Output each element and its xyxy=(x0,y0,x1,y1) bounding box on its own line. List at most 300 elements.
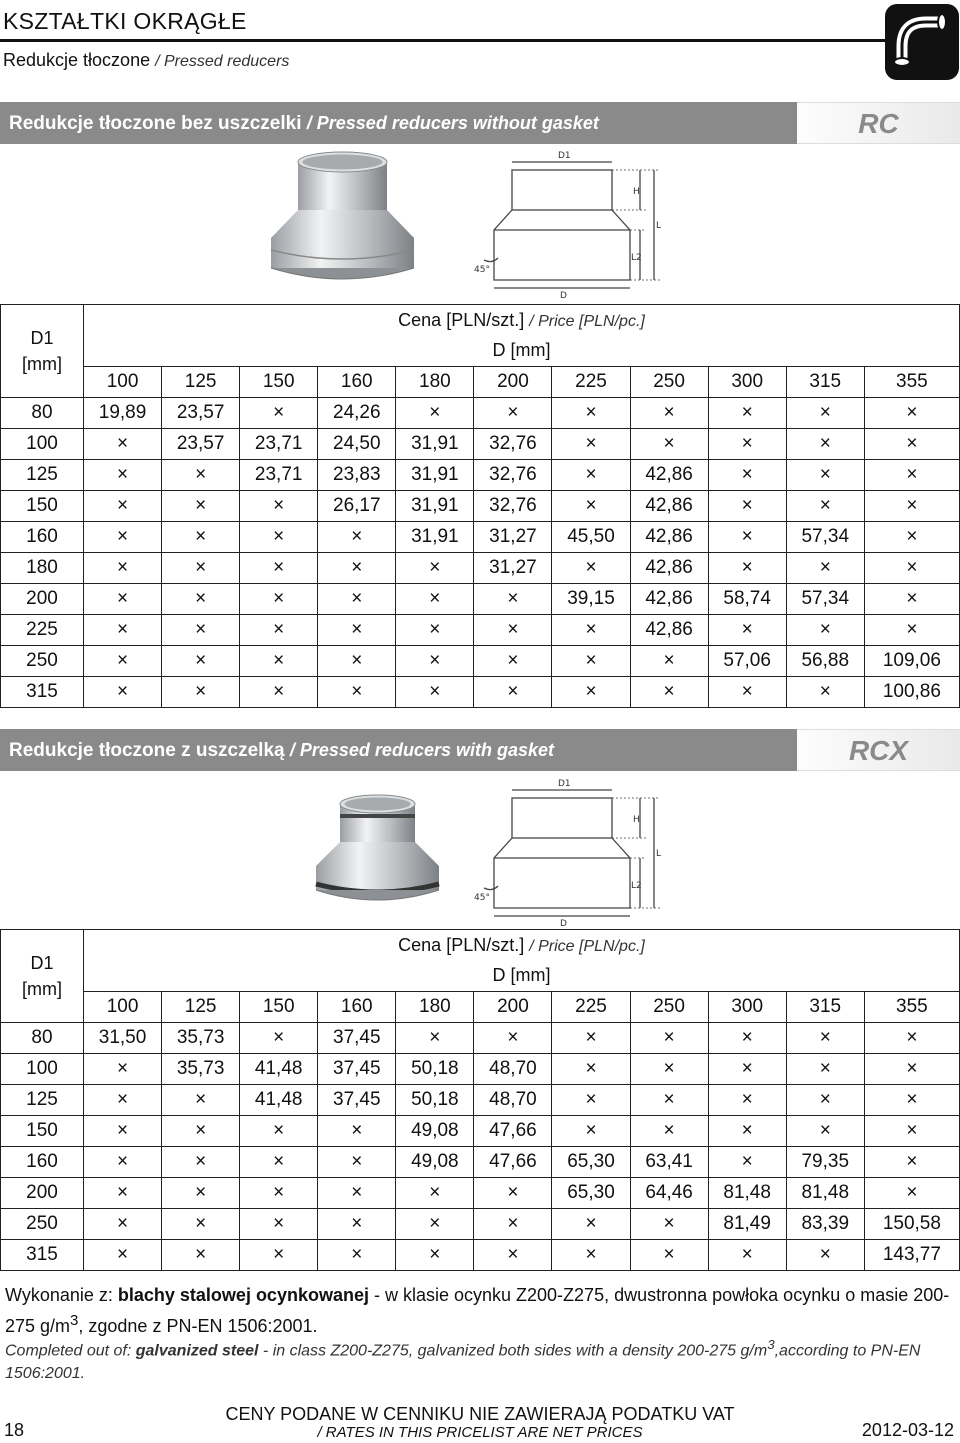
price-cell: × xyxy=(552,398,630,429)
price-cell: 49,08 xyxy=(396,1116,474,1147)
price-cell: × xyxy=(396,398,474,429)
price-cell: × xyxy=(864,398,959,429)
price-cell: × xyxy=(786,615,864,646)
price-cell: × xyxy=(864,1085,959,1116)
price-cell: 50,18 xyxy=(396,1085,474,1116)
material-note-pl: Wykonanie z: blachy stalowej ocynkowanej - w klasie ocynku Z200-Z275, dwustronna powłoka ocynku o masie 200-275 $g/m^3$, zgodne z PN-EN 1506:2001. xyxy=(5,1285,950,1336)
section-header-rc xyxy=(0,102,960,144)
price-cell: × xyxy=(396,553,474,584)
price-cell: × xyxy=(240,584,318,615)
price-cell: 32,76 xyxy=(474,429,552,460)
price-cell: × xyxy=(318,1240,396,1271)
price-cell: × xyxy=(708,491,786,522)
price-cell: 57,34 xyxy=(786,584,864,615)
price-cell: 47,66 xyxy=(474,1116,552,1147)
column-header: 250 xyxy=(630,992,708,1023)
price-cell: × xyxy=(318,615,396,646)
dim-l-label: L xyxy=(656,221,662,231)
price-cell: 31,27 xyxy=(474,553,552,584)
column-header: 355 xyxy=(864,367,959,398)
price-cell: × xyxy=(630,1054,708,1085)
price-cell: × xyxy=(240,1209,318,1240)
price-cell: × xyxy=(864,1178,959,1209)
price-cell: 42,86 xyxy=(630,460,708,491)
price-cell: 64,46 xyxy=(630,1178,708,1209)
price-cell: 57,06 xyxy=(708,646,786,677)
price-cell: × xyxy=(162,615,240,646)
price-cell: 41,48 xyxy=(240,1054,318,1085)
angle-label: 45° xyxy=(474,893,490,903)
table-row xyxy=(1,460,960,491)
price-cell: × xyxy=(552,1116,630,1147)
price-cell: 23,57 xyxy=(162,429,240,460)
price-cell: × xyxy=(552,677,630,708)
d-column-group-header: D [mm] xyxy=(84,961,960,992)
page-number: 18 xyxy=(4,1420,25,1440)
column-header: 125 xyxy=(162,367,240,398)
price-cell: × xyxy=(708,1054,786,1085)
price-cell: × xyxy=(552,491,630,522)
price-cell: × xyxy=(474,615,552,646)
price-cell: × xyxy=(318,1209,396,1240)
price-cell: × xyxy=(552,1209,630,1240)
price-cell: × xyxy=(786,491,864,522)
price-cell: × xyxy=(318,1116,396,1147)
angle-label: 45° xyxy=(474,265,490,275)
price-cell: × xyxy=(318,646,396,677)
price-cell: × xyxy=(708,1085,786,1116)
column-header: 300 xyxy=(708,367,786,398)
price-cell: 65,30 xyxy=(552,1147,630,1178)
price-cell: × xyxy=(318,522,396,553)
price-cell: × xyxy=(552,1085,630,1116)
price-cell: 81,48 xyxy=(708,1178,786,1209)
price-cell: 37,45 xyxy=(318,1054,396,1085)
dim-h-label: H xyxy=(633,815,640,825)
section-header-rcx xyxy=(0,729,960,771)
price-cell: 42,86 xyxy=(630,584,708,615)
price-cell: × xyxy=(630,1023,708,1054)
price-cell: × xyxy=(396,1023,474,1054)
price-cell: × xyxy=(552,553,630,584)
price-cell: × xyxy=(786,1023,864,1054)
row-header-d1: 200 xyxy=(1,1178,84,1209)
price-cell: 83,39 xyxy=(786,1209,864,1240)
column-header: 150 xyxy=(240,992,318,1023)
price-cell: × xyxy=(84,491,162,522)
price-cell: × xyxy=(786,1085,864,1116)
price-cell: 19,89 xyxy=(84,398,162,429)
price-cell: 63,41 xyxy=(630,1147,708,1178)
price-cell: 56,88 xyxy=(786,646,864,677)
price-cell: 35,73 xyxy=(162,1023,240,1054)
price-cell: × xyxy=(864,460,959,491)
column-header: 160 xyxy=(318,992,396,1023)
price-cell: 45,50 xyxy=(552,522,630,553)
price-cell: 50,18 xyxy=(396,1054,474,1085)
price-cell: 48,70 xyxy=(474,1085,552,1116)
price-cell: × xyxy=(630,1240,708,1271)
table-row xyxy=(1,1023,960,1054)
price-cell: 23,83 xyxy=(318,460,396,491)
row-header-d1: 180 xyxy=(1,553,84,584)
price-cell: 32,76 xyxy=(474,460,552,491)
table-row xyxy=(1,429,960,460)
price-cell: × xyxy=(396,677,474,708)
product-code: RCX xyxy=(848,735,909,766)
dim-d-label: D xyxy=(560,291,567,300)
price-cell: × xyxy=(162,1085,240,1116)
price-cell: × xyxy=(474,584,552,615)
price-cell: × xyxy=(864,491,959,522)
row-header-d1: 100 xyxy=(1,429,84,460)
column-header: 225 xyxy=(552,992,630,1023)
price-cell: 48,70 xyxy=(474,1054,552,1085)
price-cell: × xyxy=(864,522,959,553)
price-cell: 65,30 xyxy=(552,1178,630,1209)
footer-vat-note: CENY PODANE W CENNIKU NIE ZAWIERAJĄ PODATKU VAT xyxy=(225,1404,735,1424)
price-cell: × xyxy=(708,1023,786,1054)
column-header: 300 xyxy=(708,992,786,1023)
price-cell: × xyxy=(786,1240,864,1271)
price-cell: × xyxy=(84,460,162,491)
price-cell: 31,91 xyxy=(396,460,474,491)
price-cell: 39,15 xyxy=(552,584,630,615)
price-cell: 41,48 xyxy=(240,1085,318,1116)
price-cell: × xyxy=(474,1023,552,1054)
price-cell: × xyxy=(318,553,396,584)
price-cell: × xyxy=(630,677,708,708)
price-cell: × xyxy=(396,584,474,615)
price-cell: × xyxy=(84,584,162,615)
price-cell: 42,86 xyxy=(630,553,708,584)
table-row xyxy=(1,522,960,553)
price-cell: × xyxy=(708,522,786,553)
section-title-en: / Pressed reducers without gasket xyxy=(306,113,599,133)
price-cell: × xyxy=(786,677,864,708)
column-header: 160 xyxy=(318,367,396,398)
price-cell: 23,57 xyxy=(162,398,240,429)
price-cell: × xyxy=(864,584,959,615)
price-cell: × xyxy=(162,646,240,677)
material-note-en: Completed out of: galvanized steel - in class Z200-Z275, galvanized both sides with a density 200-275 $g/m^3,according$ to PN-EN 1506:2001. xyxy=(5,1337,921,1383)
price-cell: × xyxy=(240,677,318,708)
price-cell: × xyxy=(864,553,959,584)
price-cell: 79,35 xyxy=(786,1147,864,1178)
price-cell: × xyxy=(240,615,318,646)
column-header: 250 xyxy=(630,367,708,398)
row-header-d1: 160 xyxy=(1,1147,84,1178)
price-cell: × xyxy=(162,1178,240,1209)
reducer-photo xyxy=(265,150,420,290)
logo xyxy=(885,4,959,80)
price-cell: 24,50 xyxy=(318,429,396,460)
price-cell: × xyxy=(84,677,162,708)
price-cell: × xyxy=(630,429,708,460)
price-cell: 143,77 xyxy=(864,1240,959,1271)
page-subtitle xyxy=(3,50,289,71)
price-cell: × xyxy=(474,1209,552,1240)
price-cell: 35,73 xyxy=(162,1054,240,1085)
price-cell: × xyxy=(708,460,786,491)
price-cell: × xyxy=(864,1147,959,1178)
price-cell: × xyxy=(552,1023,630,1054)
price-cell: × xyxy=(240,491,318,522)
column-header: 125 xyxy=(162,992,240,1023)
price-cell: 32,76 xyxy=(474,491,552,522)
table-row xyxy=(1,584,960,615)
price-cell: × xyxy=(708,615,786,646)
price-cell: 23,71 xyxy=(240,429,318,460)
technical-drawing-rcx xyxy=(470,776,670,928)
section-title-en: / Pressed reducers with gasket xyxy=(289,740,554,760)
price-cell: × xyxy=(552,460,630,491)
price-cell: × xyxy=(240,398,318,429)
section-title-pl: Redukcje tłoczone z uszczelką xyxy=(9,740,285,761)
price-cell: × xyxy=(84,615,162,646)
price-cell: 81,49 xyxy=(708,1209,786,1240)
table-row xyxy=(1,1116,960,1147)
price-caption: Cena [PLN/szt.] / Price [PLN/pc.] xyxy=(84,305,960,336)
price-cell: × xyxy=(240,1178,318,1209)
row-header-d1: 125 xyxy=(1,460,84,491)
dim-l2-label: L2 xyxy=(631,253,642,263)
row-header-d1: 200 xyxy=(1,584,84,615)
price-cell: 37,45 xyxy=(318,1085,396,1116)
price-cell: 42,86 xyxy=(630,491,708,522)
price-cell: 57,34 xyxy=(786,522,864,553)
price-cell: × xyxy=(474,398,552,429)
row-header-d1: 150 xyxy=(1,1116,84,1147)
dim-d1-label: D1 xyxy=(558,779,571,789)
price-cell: 31,27 xyxy=(474,522,552,553)
price-cell: × xyxy=(84,522,162,553)
price-cell: × xyxy=(240,553,318,584)
column-header: 150 xyxy=(240,367,318,398)
price-cell: 31,50 xyxy=(84,1023,162,1054)
price-cell: 37,45 xyxy=(318,1023,396,1054)
price-cell: 150,58 xyxy=(864,1209,959,1240)
price-cell: × xyxy=(708,553,786,584)
price-cell: × xyxy=(708,1116,786,1147)
price-cell: 81,48 xyxy=(786,1178,864,1209)
table-row xyxy=(1,398,960,429)
price-cell: × xyxy=(864,615,959,646)
table-row xyxy=(1,1240,960,1271)
price-cell: 23,71 xyxy=(240,460,318,491)
price-cell: × xyxy=(162,553,240,584)
price-cell: × xyxy=(396,1209,474,1240)
price-cell: × xyxy=(84,1147,162,1178)
price-cell: × xyxy=(396,1240,474,1271)
row-header-d1: 160 xyxy=(1,522,84,553)
price-cell: × xyxy=(864,1023,959,1054)
column-header: 315 xyxy=(786,992,864,1023)
price-cell: × xyxy=(474,1178,552,1209)
reducer-with-gasket-photo xyxy=(310,792,445,912)
table-row xyxy=(1,1178,960,1209)
price-cell: × xyxy=(84,1240,162,1271)
price-cell: × xyxy=(708,1240,786,1271)
price-cell: × xyxy=(318,677,396,708)
price-cell: × xyxy=(708,429,786,460)
row-header-d1: 225 xyxy=(1,615,84,646)
column-header: 180 xyxy=(396,367,474,398)
price-caption: Cena [PLN/szt.] / Price [PLN/pc.] xyxy=(84,930,960,961)
price-cell: × xyxy=(240,1147,318,1178)
column-header: 355 xyxy=(864,992,959,1023)
price-cell: 31,91 xyxy=(396,429,474,460)
column-header: 200 xyxy=(474,367,552,398)
price-cell: × xyxy=(162,460,240,491)
d1-column-header: D1 [mm] xyxy=(1,305,84,398)
price-cell: 26,17 xyxy=(318,491,396,522)
price-cell: × xyxy=(162,1240,240,1271)
price-cell: × xyxy=(84,1178,162,1209)
subtitle-pl: Redukcje tłoczone xyxy=(3,50,151,70)
price-cell: × xyxy=(84,1209,162,1240)
price-cell: × xyxy=(786,1054,864,1085)
row-header-d1: 150 xyxy=(1,491,84,522)
price-cell: × xyxy=(240,522,318,553)
price-table-rc xyxy=(0,304,960,708)
price-cell: × xyxy=(786,429,864,460)
table-row xyxy=(1,1085,960,1116)
column-header: 200 xyxy=(474,992,552,1023)
dim-l-label: L xyxy=(656,849,662,859)
price-cell: × xyxy=(318,1147,396,1178)
technical-drawing-rc xyxy=(470,148,670,300)
price-cell: 42,86 xyxy=(630,615,708,646)
row-header-d1: 315 xyxy=(1,677,84,708)
price-cell: × xyxy=(240,1116,318,1147)
price-cell: × xyxy=(162,677,240,708)
price-cell: × xyxy=(162,1116,240,1147)
row-header-d1: 100 xyxy=(1,1054,84,1085)
price-cell: × xyxy=(552,1240,630,1271)
table-row xyxy=(1,1209,960,1240)
price-cell: × xyxy=(84,646,162,677)
price-cell: × xyxy=(630,1209,708,1240)
price-cell: × xyxy=(162,1209,240,1240)
price-cell: × xyxy=(864,1116,959,1147)
price-cell: × xyxy=(84,1054,162,1085)
price-cell: × xyxy=(240,646,318,677)
price-cell: × xyxy=(396,646,474,677)
price-cell: × xyxy=(630,398,708,429)
price-cell: × xyxy=(630,1116,708,1147)
row-header-d1: 80 xyxy=(1,398,84,429)
table-row xyxy=(1,553,960,584)
price-cell: 31,91 xyxy=(396,491,474,522)
dim-h-label: H xyxy=(633,187,640,197)
column-header: 180 xyxy=(396,992,474,1023)
price-cell: × xyxy=(318,1178,396,1209)
price-cell: × xyxy=(786,1116,864,1147)
price-cell: 49,08 xyxy=(396,1147,474,1178)
section-title-pl: Redukcje tłoczone bez uszczelki xyxy=(9,113,302,134)
price-table-rcx xyxy=(0,929,960,1271)
d1-column-header: D1 [mm] xyxy=(1,930,84,1023)
row-header-d1: 125 xyxy=(1,1085,84,1116)
price-cell: × xyxy=(162,584,240,615)
price-cell: × xyxy=(630,1085,708,1116)
elbow-fitting-icon xyxy=(892,12,952,72)
price-cell: × xyxy=(864,429,959,460)
price-cell: 42,86 xyxy=(630,522,708,553)
footer-vat-note-en: / RATES IN THIS PRICELIST ARE NET PRICES xyxy=(317,1424,643,1441)
price-cell: 24,26 xyxy=(318,398,396,429)
price-cell: 109,06 xyxy=(864,646,959,677)
price-cell: × xyxy=(162,1147,240,1178)
price-cell: × xyxy=(552,1054,630,1085)
price-cell: × xyxy=(552,646,630,677)
price-cell: × xyxy=(240,1240,318,1271)
row-header-d1: 315 xyxy=(1,1240,84,1271)
table-row xyxy=(1,1054,960,1085)
title-divider xyxy=(0,39,885,42)
price-cell: × xyxy=(474,1240,552,1271)
table-row xyxy=(1,1147,960,1178)
row-header-d1: 250 xyxy=(1,1209,84,1240)
table-row xyxy=(1,491,960,522)
price-cell: × xyxy=(864,1054,959,1085)
price-cell: × xyxy=(396,615,474,646)
price-cell: × xyxy=(552,615,630,646)
price-cell: × xyxy=(84,1116,162,1147)
price-cell: × xyxy=(708,677,786,708)
price-cell: 31,91 xyxy=(396,522,474,553)
price-cell: × xyxy=(84,553,162,584)
price-cell: × xyxy=(474,646,552,677)
table-row xyxy=(1,677,960,708)
table-row xyxy=(1,646,960,677)
price-cell: × xyxy=(786,460,864,491)
price-cell: 47,66 xyxy=(474,1147,552,1178)
dim-d-label: D xyxy=(560,919,567,928)
table-row xyxy=(1,615,960,646)
price-cell: × xyxy=(786,398,864,429)
page-date: 2012-03-12 xyxy=(861,1420,954,1440)
product-code: RC xyxy=(858,108,899,139)
price-cell: × xyxy=(474,677,552,708)
price-cell: × xyxy=(708,1147,786,1178)
row-header-d1: 250 xyxy=(1,646,84,677)
column-header: 100 xyxy=(84,367,162,398)
price-cell: × xyxy=(240,1023,318,1054)
subtitle-en: / Pressed reducers xyxy=(155,53,290,70)
dim-d1-label: D1 xyxy=(558,151,571,161)
price-cell: × xyxy=(708,398,786,429)
column-header: 225 xyxy=(552,367,630,398)
column-header: 100 xyxy=(84,992,162,1023)
price-cell: × xyxy=(552,429,630,460)
column-header: 315 xyxy=(786,367,864,398)
row-header-d1: 80 xyxy=(1,1023,84,1054)
price-cell: × xyxy=(396,1178,474,1209)
d-column-group-header: D [mm] xyxy=(84,336,960,367)
price-cell: 58,74 xyxy=(708,584,786,615)
price-cell: × xyxy=(84,429,162,460)
dim-l2-label: L2 xyxy=(631,881,642,891)
price-cell: × xyxy=(162,522,240,553)
price-cell: × xyxy=(786,553,864,584)
price-cell: × xyxy=(84,1085,162,1116)
price-cell: × xyxy=(162,491,240,522)
page-title: KSZTAŁTKI OKRĄGŁE xyxy=(3,8,247,34)
price-cell: 100,86 xyxy=(864,677,959,708)
price-cell: × xyxy=(318,584,396,615)
